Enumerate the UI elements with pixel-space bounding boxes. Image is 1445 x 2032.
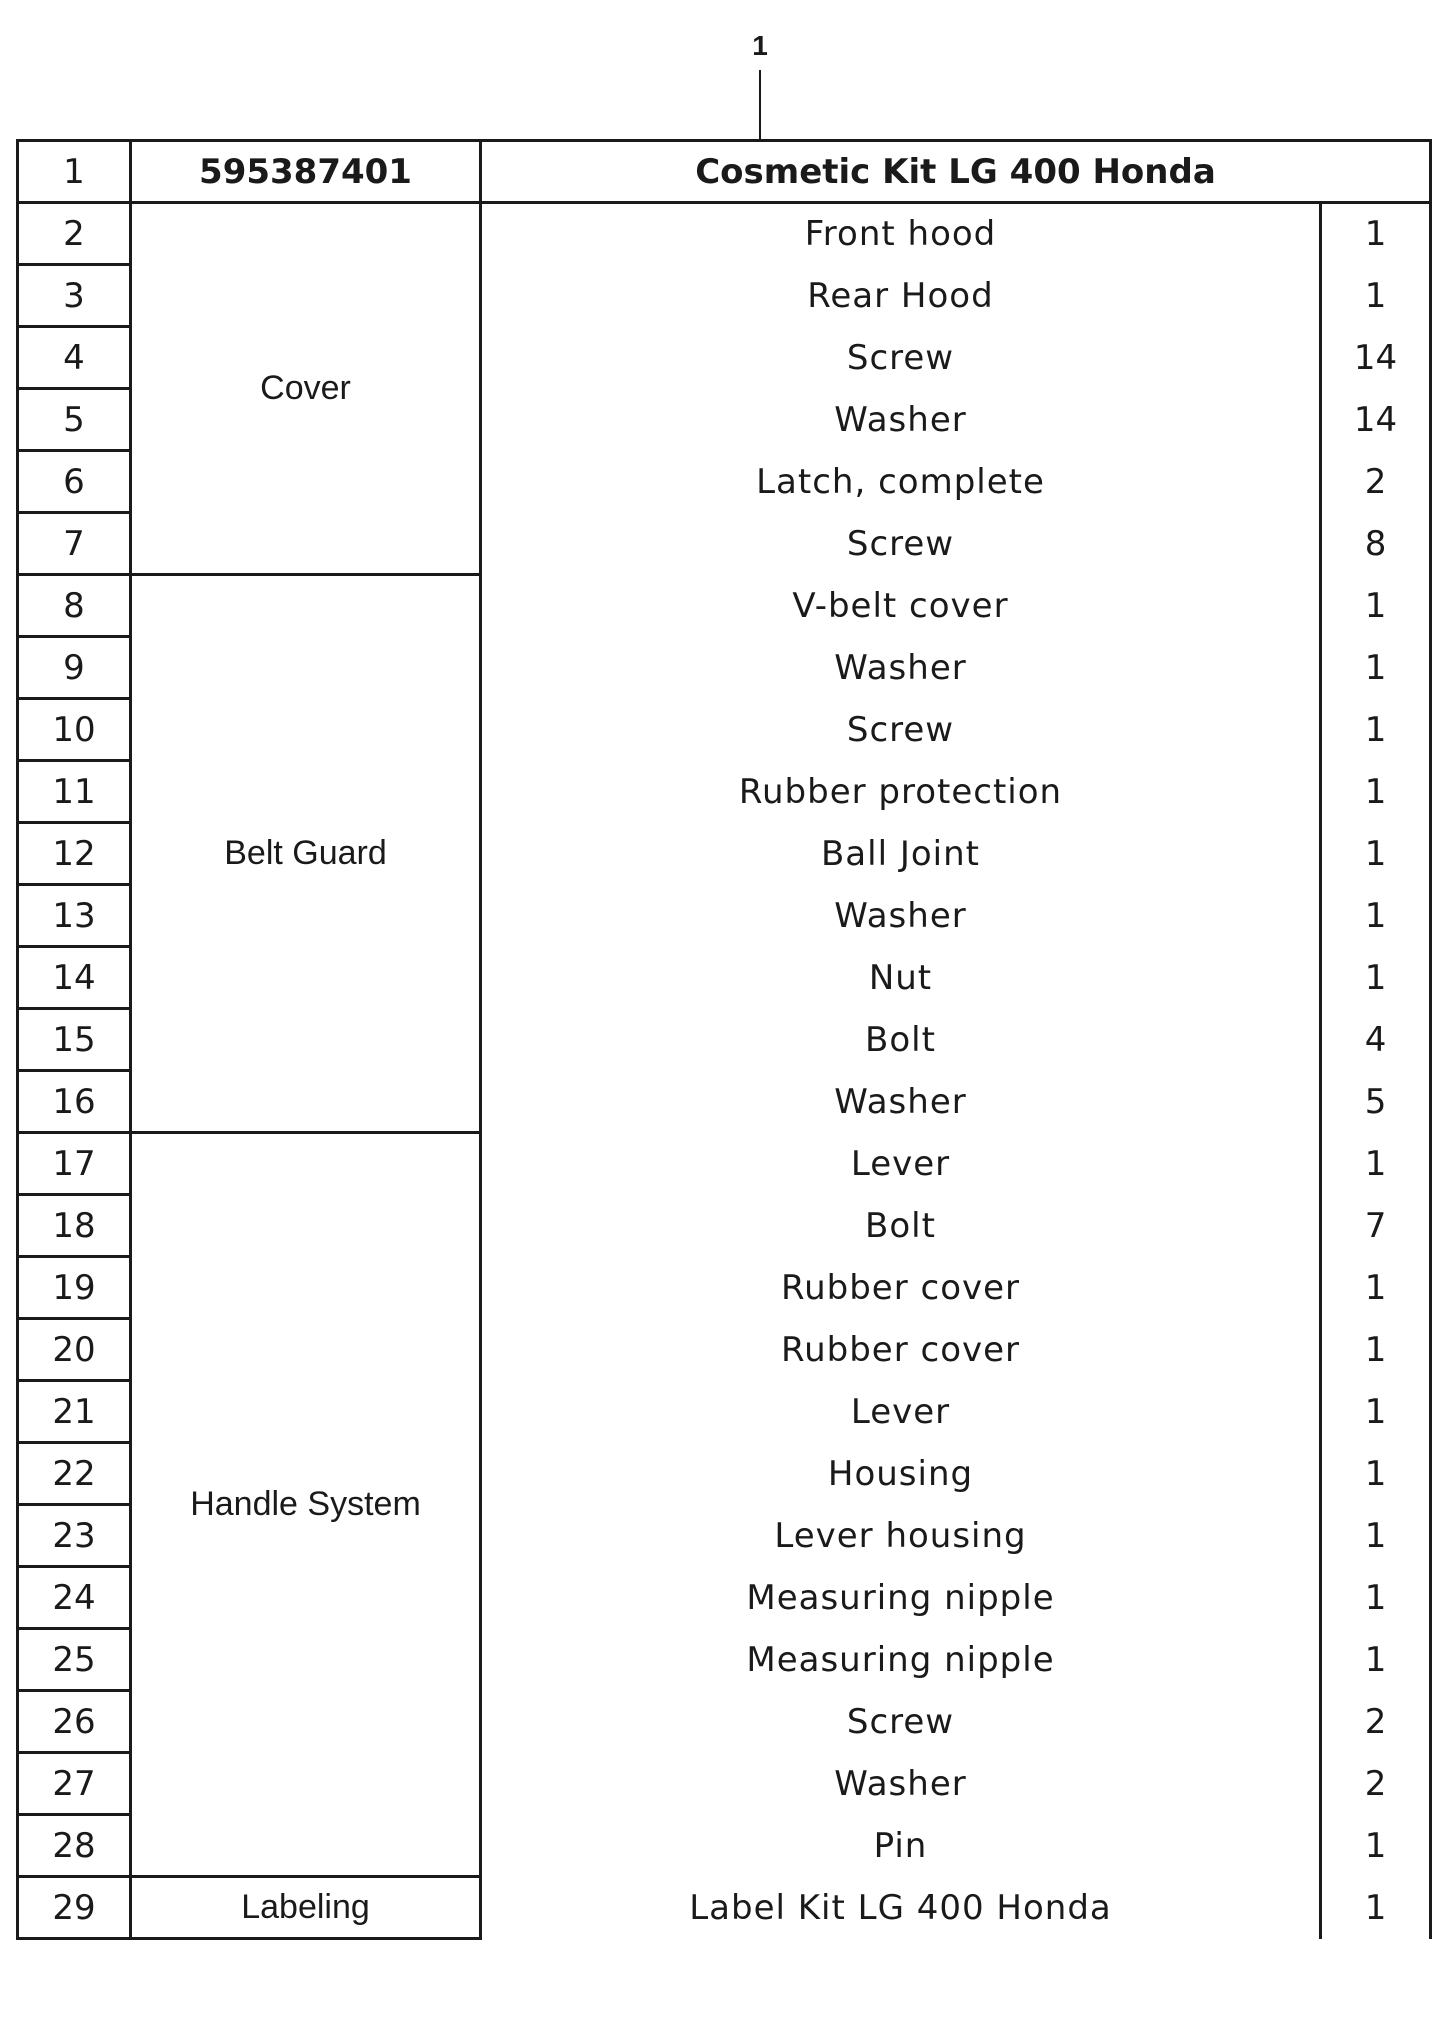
part-description: Lever <box>481 1133 1321 1195</box>
part-quantity: 1 <box>1321 265 1431 327</box>
part-description: Rubber cover <box>481 1257 1321 1319</box>
header-part-number: 595387401 <box>131 141 481 203</box>
position-number: 14 <box>18 947 131 1009</box>
part-description: Pin <box>481 1815 1321 1877</box>
position-number: 24 <box>18 1567 131 1629</box>
position-number: 4 <box>18 327 131 389</box>
part-description: Lever <box>481 1381 1321 1443</box>
position-number: 27 <box>18 1753 131 1815</box>
position-number: 7 <box>18 513 131 575</box>
position-number: 26 <box>18 1691 131 1753</box>
part-description: V-belt cover <box>481 575 1321 637</box>
position-number: 18 <box>18 1195 131 1257</box>
part-description: Housing <box>481 1443 1321 1505</box>
position-number: 2 <box>18 203 131 265</box>
position-number: 22 <box>18 1443 131 1505</box>
part-quantity: 14 <box>1321 389 1431 451</box>
table-row <box>18 575 1431 637</box>
part-quantity: 1 <box>1321 1443 1431 1505</box>
table-row <box>18 203 1431 265</box>
part-quantity: 5 <box>1321 1071 1431 1133</box>
group-label: Belt Guard <box>131 575 481 1133</box>
part-quantity: 1 <box>1321 1877 1431 1939</box>
position-number: 9 <box>18 637 131 699</box>
position-number: 5 <box>18 389 131 451</box>
parts-table <box>16 139 1432 1940</box>
part-description: Washer <box>481 885 1321 947</box>
group-label: Labeling <box>131 1877 481 1939</box>
part-quantity: 1 <box>1321 1505 1431 1567</box>
part-quantity: 1 <box>1321 1257 1431 1319</box>
part-quantity: 1 <box>1321 947 1431 1009</box>
callout-number: 1 <box>752 30 768 61</box>
position-number: 8 <box>18 575 131 637</box>
part-quantity: 1 <box>1321 1381 1431 1443</box>
part-description: Washer <box>481 637 1321 699</box>
part-description: Screw <box>481 513 1321 575</box>
parts-table-body <box>18 141 1431 1939</box>
part-description: Rear Hood <box>481 265 1321 327</box>
part-quantity: 14 <box>1321 327 1431 389</box>
part-quantity: 8 <box>1321 513 1431 575</box>
part-quantity: 1 <box>1321 699 1431 761</box>
position-number: 17 <box>18 1133 131 1195</box>
part-description: Nut <box>481 947 1321 1009</box>
part-description: Ball Joint <box>481 823 1321 885</box>
table-row <box>18 1133 1431 1195</box>
callout-leader-line <box>759 70 761 140</box>
part-description: Latch, complete <box>481 451 1321 513</box>
part-quantity: 1 <box>1321 575 1431 637</box>
position-number: 16 <box>18 1071 131 1133</box>
group-label: Cover <box>131 203 481 575</box>
position-number: 6 <box>18 451 131 513</box>
table-row <box>18 1877 1431 1939</box>
part-description: Bolt <box>481 1009 1321 1071</box>
position-number: 11 <box>18 761 131 823</box>
part-quantity: 1 <box>1321 637 1431 699</box>
position-number: 12 <box>18 823 131 885</box>
part-description: Lever housing <box>481 1505 1321 1567</box>
part-description: Bolt <box>481 1195 1321 1257</box>
part-description: Washer <box>481 1071 1321 1133</box>
position-number: 13 <box>18 885 131 947</box>
part-quantity: 2 <box>1321 1753 1431 1815</box>
part-description: Screw <box>481 699 1321 761</box>
position-number: 23 <box>18 1505 131 1567</box>
position-number: 10 <box>18 699 131 761</box>
position-number: 3 <box>18 265 131 327</box>
position-number: 29 <box>18 1877 131 1939</box>
part-description: Screw <box>481 1691 1321 1753</box>
part-quantity: 1 <box>1321 1629 1431 1691</box>
part-quantity: 2 <box>1321 451 1431 513</box>
part-quantity: 1 <box>1321 823 1431 885</box>
part-description: Screw <box>481 327 1321 389</box>
part-quantity: 1 <box>1321 203 1431 265</box>
part-quantity: 1 <box>1321 761 1431 823</box>
part-quantity: 1 <box>1321 1319 1431 1381</box>
position-number: 15 <box>18 1009 131 1071</box>
part-description: Rubber cover <box>481 1319 1321 1381</box>
part-quantity: 1 <box>1321 885 1431 947</box>
part-description: Rubber protection <box>481 761 1321 823</box>
part-quantity: 7 <box>1321 1195 1431 1257</box>
part-quantity: 1 <box>1321 1133 1431 1195</box>
part-description: Measuring nipple <box>481 1629 1321 1691</box>
part-quantity: 4 <box>1321 1009 1431 1071</box>
part-quantity: 1 <box>1321 1815 1431 1877</box>
position-number: 28 <box>18 1815 131 1877</box>
header-kit-title: Cosmetic Kit LG 400 Honda <box>481 141 1431 203</box>
part-description: Measuring nipple <box>481 1567 1321 1629</box>
header-row <box>18 141 1431 203</box>
part-description: Label Kit LG 400 Honda <box>481 1877 1321 1939</box>
position-number: 20 <box>18 1319 131 1381</box>
part-quantity: 2 <box>1321 1691 1431 1753</box>
part-description: Washer <box>481 389 1321 451</box>
part-quantity: 1 <box>1321 1567 1431 1629</box>
part-description: Front hood <box>481 203 1321 265</box>
header-position: 1 <box>18 141 131 203</box>
position-number: 21 <box>18 1381 131 1443</box>
part-description: Washer <box>481 1753 1321 1815</box>
position-number: 25 <box>18 1629 131 1691</box>
position-number: 19 <box>18 1257 131 1319</box>
group-label: Handle System <box>131 1133 481 1877</box>
